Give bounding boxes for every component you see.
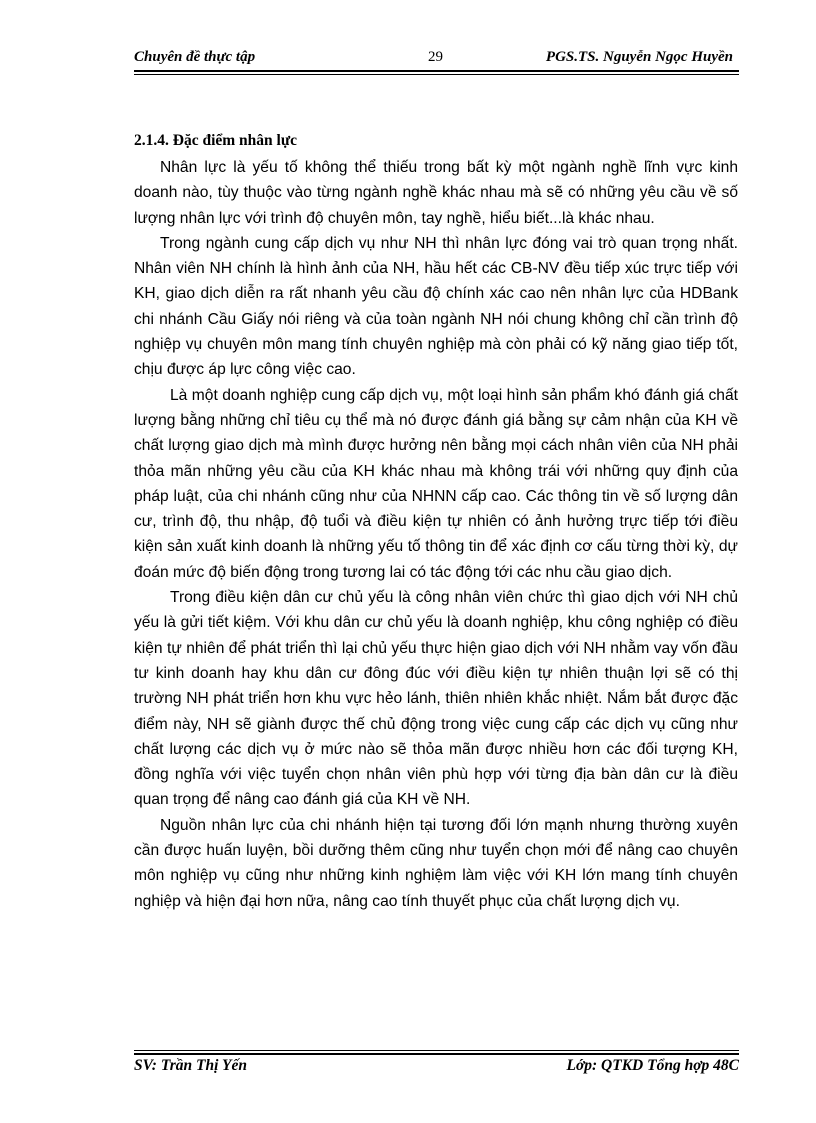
section-heading: 2.1.4. Đặc điểm nhân lực (134, 132, 298, 149)
header-rule-thick (134, 70, 739, 72)
footer-rule-thin (134, 1050, 739, 1051)
paragraph: Là một doanh nghiệp cung cấp dịch vụ, một loại hình sản phẩm khó đánh giá chất lượng bằng những chỉ tiêu cụ thể mà nó được đánh giá bằng sự cảm nhận của KH về chất lượng giao dịch mà mình được hưởng nên bằng mọi cách nhân viên của NH phải thỏa mãn những yêu cầu của KH khác nhau mà không trái với những quy định của pháp luật, của chi nhánh cũng như của NHNN cấp cao. Các thông tin về số lượng dân cư, trình độ, thu nhập, độ tuổi và điều kiện tự nhiên có ảnh hưởng trực tiếp tới điều kiện sản xuất kinh doanh là những yếu tố thông tin để xác định cơ cấu từng thời kỳ, dự đoán mức độ biến động trong tương lai có tác động tới các nhu cầu giao dịch. (134, 386, 738, 581)
paragraph: Trong ngành cung cấp dịch vụ như NH thì nhân lực đóng vai trò quan trọng nhất. Nhân viên NH chính là hình ảnh của NH, hầu hết các CB-NV đều tiếp xúc trực tiếp với KH, giao dịch diễn ra rất nhanh yêu cầu độ chính xác cao nên nhân lực của HDBank chi nhánh Cầu Giấy nói riêng và của toàn ngành NH nói chung không chỉ cần trình độ nghiệp vụ chuyên môn mang tính chuyên nghiệp mà còn phải có kỹ năng giao tiếp tốt, chịu được áp lực công việc cao. (134, 234, 738, 379)
page-number: 29 (428, 49, 443, 65)
header-title: Chuyên đề thực tập (134, 49, 256, 65)
header-author: PGS.TS. Nguyễn Ngọc Huyền (545, 49, 733, 65)
page-content (134, 128, 738, 914)
paragraph: Trong điều kiện dân cư chủ yếu là công nhân viên chức thì giao dịch với NH chủ yếu là gửi tiết kiệm. Với khu dân cư chủ yếu là doanh nghiệp, khu công nghiệp có điều kiện tự nhiên để phát triển thì lại chủ yếu thực hiện giao dịch với NH nhằm vay vốn đầu tư kinh doanh hay khu dân cư đông đúc với điều kiện tự nhiên thuận lợi sẽ có thị trường NH phát triển hơn khu vực hẻo lánh, thiên nhiên khắc nhiệt. Nắm bắt được đặc điểm này, NH sẽ giành được thế chủ động trong việc cung cấp các dịch vụ cũng như chất lượng các dịch vụ ở mức nào sẽ thỏa mãn được nhiều hơn các đối tượng KH, đồng nghĩa với việc tuyển chọn nhân viên phù hợp với từng địa bàn dân cư là điều quan trọng để nâng cao đánh giá của KH về NH. (134, 589, 738, 809)
footer-class: Lớp: QTKD Tổng hợp 48C (566, 1057, 739, 1074)
footer-rule-thick (134, 1053, 739, 1055)
footer-student: SV: Trần Thị Yến (134, 1057, 247, 1074)
page-footer (134, 1057, 739, 1081)
page-header (134, 48, 739, 70)
paragraph: Nhân lực là yếu tố không thể thiếu trong bất kỳ một ngành nghề lĩnh vực kinh doanh nào, tùy thuộc vào từng ngành nghề khác nhau mà sẽ có những yêu cầu về số lượng nhân lực với trình độ chuyên môn, tay nghề, hiểu biết...là khác nhau. (134, 159, 738, 227)
paragraph: Nguồn nhân lực của chi nhánh hiện tại tương đối lớn mạnh nhưng thường xuyên cần được huấn luyện, bồi dưỡng thêm cũng như tuyển chọn mới để nâng cao chuyên môn nghiệp vụ cũng như những kinh nghiệm làm việc với KH lớn mang tính chuyên nghiệp và hiện đại hơn nữa, nâng cao tính thuyết phục của chất lượng dịch vụ. (134, 816, 738, 910)
header-rule-thin (134, 74, 739, 75)
